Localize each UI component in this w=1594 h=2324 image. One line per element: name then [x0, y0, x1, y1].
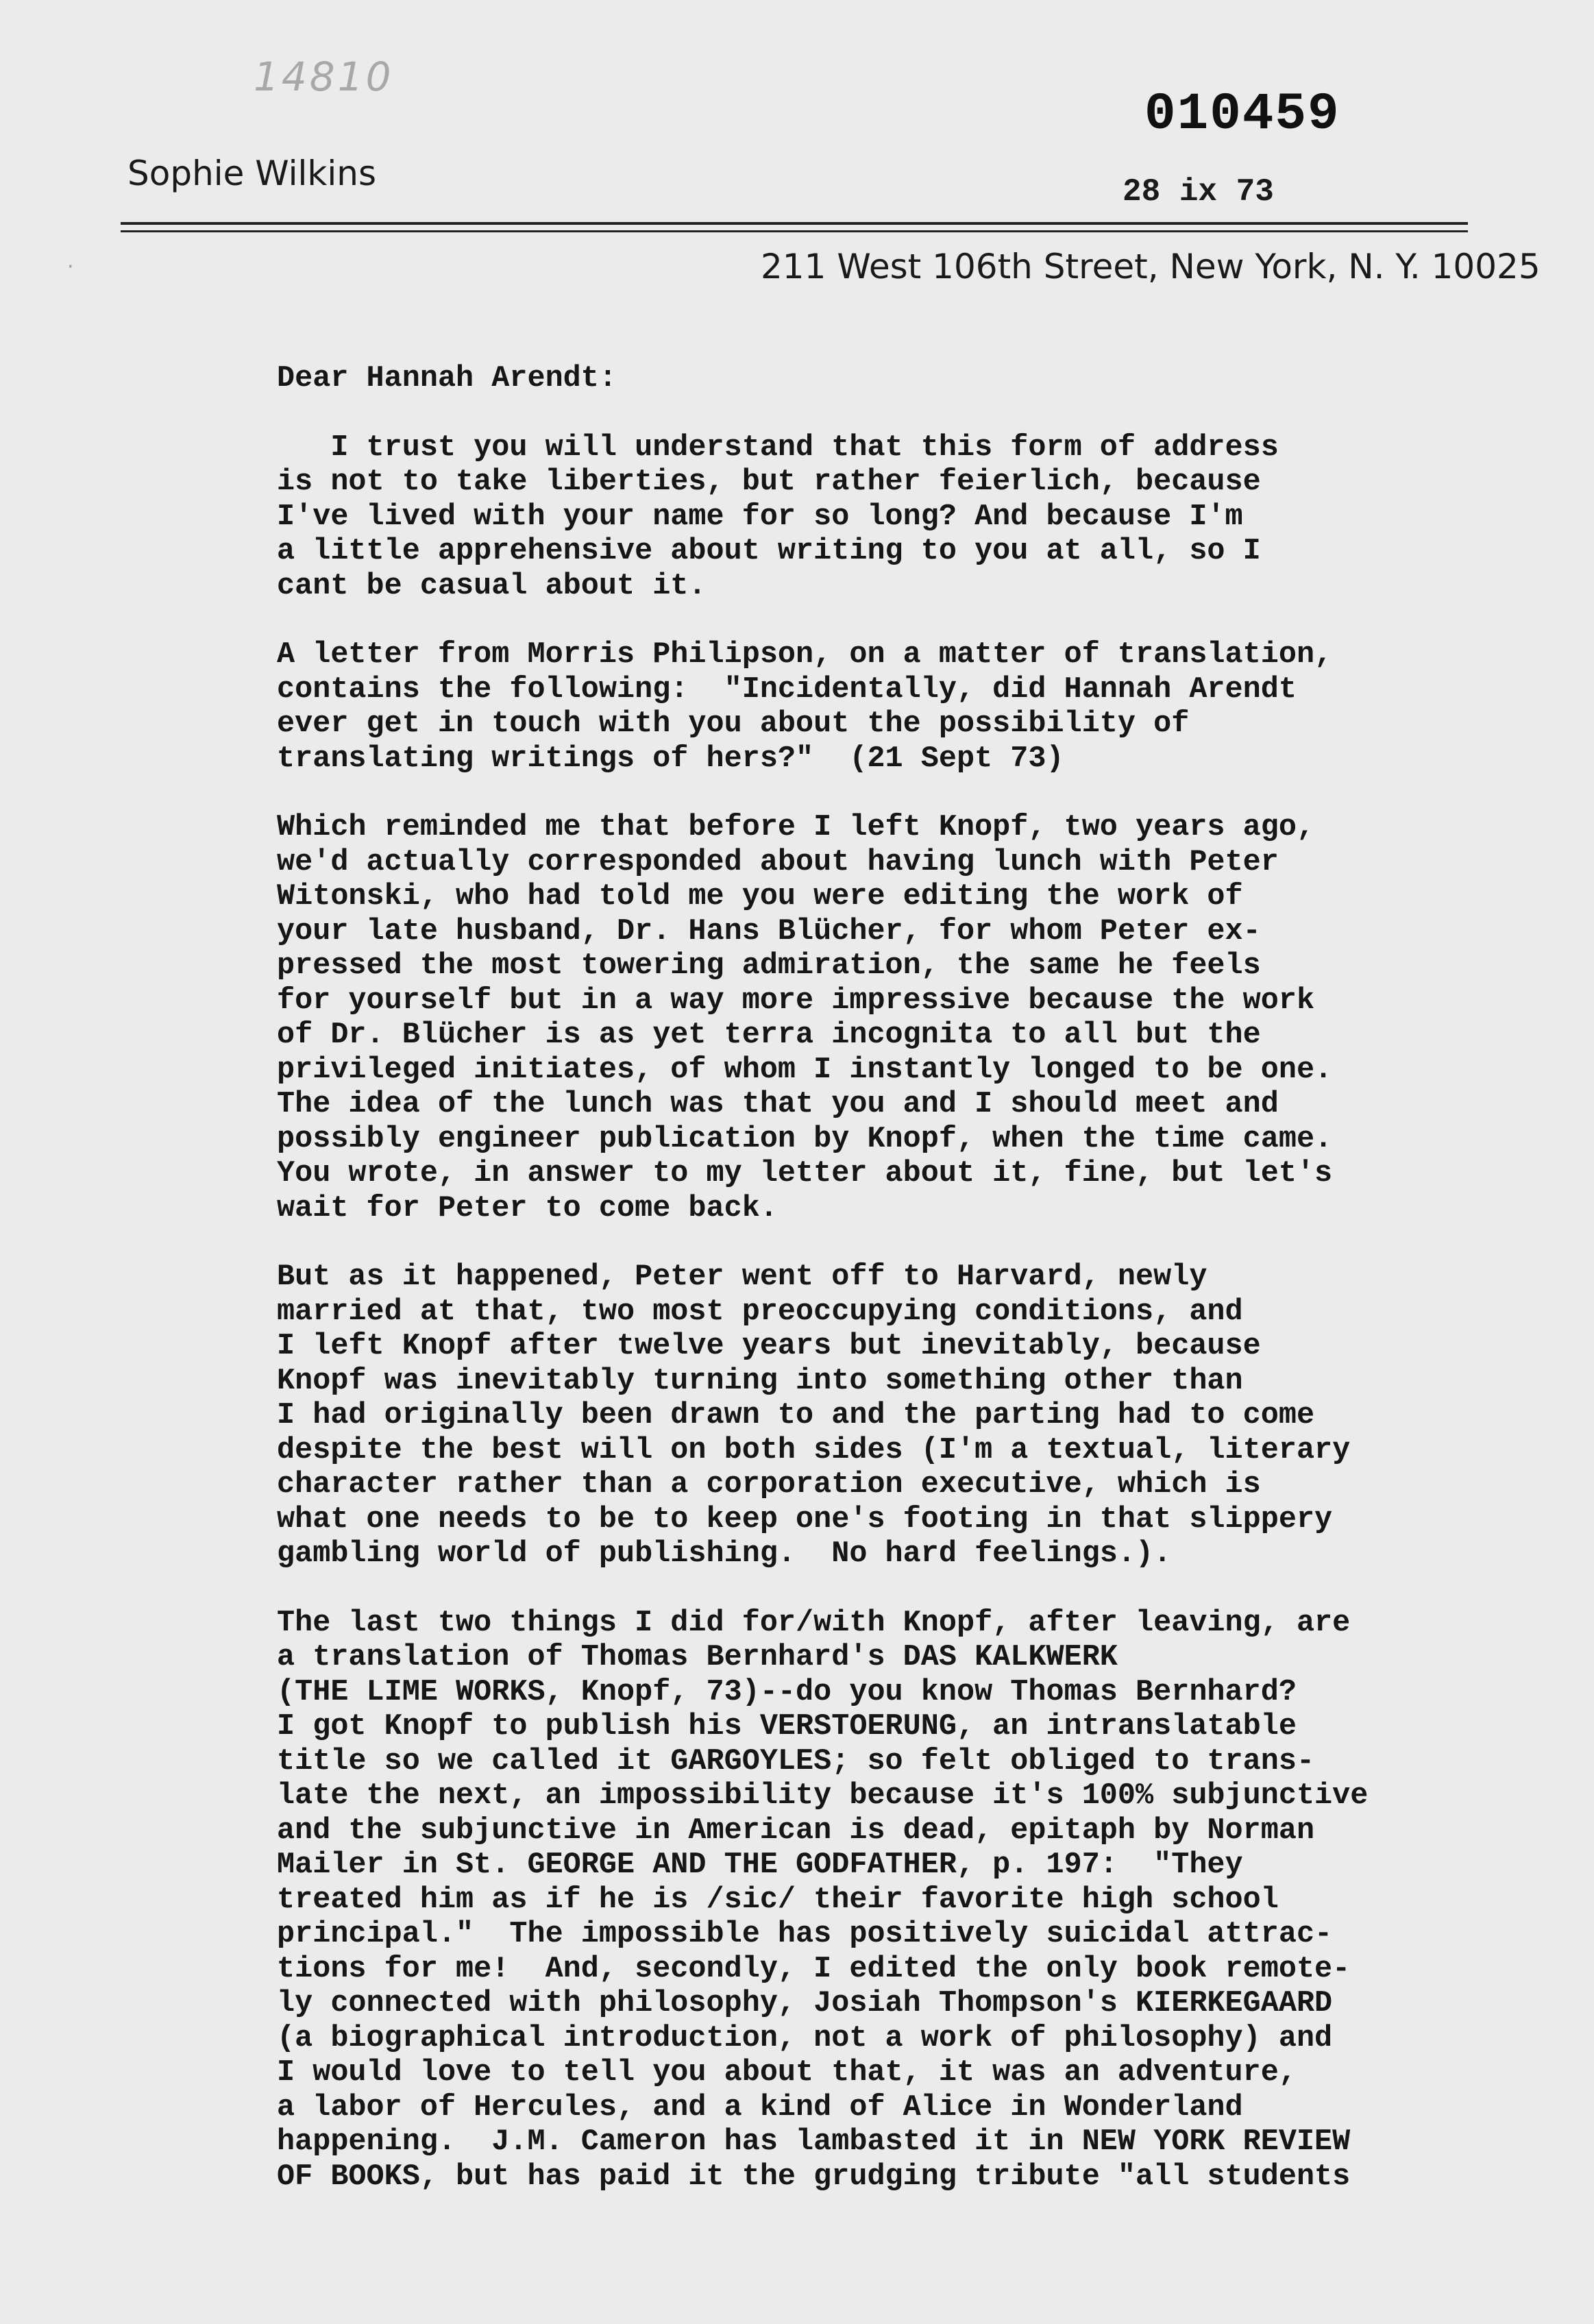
text-line: But as it happened, Peter went off to Harvard, newly	[277, 1260, 1207, 1294]
text-line: (a biographical introduction, not a work of philosophy) and	[277, 2021, 1333, 2055]
text-line: I left Knopf after twelve years but inevitably, because	[277, 1330, 1261, 1363]
text-line: ever get in touch with you about the possibility of	[277, 707, 1190, 741]
text-line: I had originally been drawn to and the parting had to come	[277, 1399, 1315, 1432]
text-line: pressed the most towering admiration, the same he feels	[277, 949, 1261, 983]
text-line: I've lived with your name for so long? And because I'm	[277, 500, 1243, 534]
text-line: Which reminded me that before I left Knopf, two years ago,	[277, 811, 1315, 844]
text-line: wait for Peter to come back.	[277, 1191, 778, 1225]
text-line: Knopf was inevitably turning into something other than	[277, 1364, 1243, 1398]
text-line: a translation of Thomas Bernhard's DAS KALKWERK	[277, 1641, 1118, 1674]
paragraph	[277, 811, 1579, 1226]
text-line: Mailer in St. GEORGE AND THE GODFATHER, p. 197: "They	[277, 1848, 1243, 1882]
letter-date: 28 ix 73	[1123, 174, 1274, 210]
text-line: for yourself but in a way more impressive because the work	[277, 983, 1315, 1018]
letterhead-rule-bottom	[121, 230, 1468, 232]
letter-body	[277, 362, 1579, 2194]
text-line: principal." The impossible has positively suicidal attrac-	[277, 1918, 1333, 1951]
text-line: possibly engineer publication by Knopf, when the time came.	[277, 1122, 1333, 1156]
text-line: of Dr. Blücher is as yet terra incognita to all but the	[277, 1018, 1261, 1052]
text-line: I trust you will understand that this form of address	[277, 430, 1279, 465]
text-line: married at that, two most preoccupying conditions, and	[277, 1295, 1243, 1329]
text-line: gambling world of publishing. No hard feelings.).	[277, 1537, 1172, 1571]
text-line: I got Knopf to publish his VERSTOERUNG, an intranslatable	[277, 1710, 1297, 1744]
text-line: The last two things I did for/with Knopf, after leaving, are	[277, 1606, 1351, 1640]
document-number: 010459	[1144, 85, 1340, 144]
text-line: we'd actually corresponded about having lunch with Peter	[277, 845, 1279, 879]
text-line: OF BOOKS, but has paid it the grudging tribute "all students	[277, 2160, 1351, 2194]
text-line: (THE LIME WORKS, Knopf, 73)--do you know Thomas Bernhard?	[277, 1675, 1297, 1709]
text-line: despite the best will on both sides (I'm a textual, literary	[277, 1433, 1351, 1467]
salutation: Dear Hannah Arendt:	[277, 362, 617, 395]
text-line: Witonski, who had told me you were editing the work of	[277, 880, 1243, 914]
paragraph	[277, 431, 1579, 604]
text-line: A letter from Morris Philipson, on a matter of translation,	[277, 638, 1333, 672]
text-line: title so we called it GARGOYLES; so felt obliged to trans-	[277, 1744, 1315, 1778]
margin-mark: ·	[67, 255, 74, 279]
text-line: and the subjunctive in American is dead, epitaph by Norman	[277, 1813, 1315, 1848]
text-line: You wrote, in answer to my letter about it, fine, but let's	[277, 1157, 1333, 1190]
text-line: what one needs to be to keep one's footing in that slippery	[277, 1502, 1333, 1537]
letterhead-address: 211 West 106th Street, New York, N. Y. 10025	[761, 247, 1541, 286]
text-line: a labor of Hercules, and a kind of Alice in Wonderland	[277, 2090, 1243, 2125]
text-line: your late husband, Dr. Hans Blücher, for whom Peter ex-	[277, 914, 1261, 949]
paragraph	[277, 1606, 1579, 2195]
text-line: a little apprehensive about writing to you at all, so I	[277, 535, 1261, 568]
text-line: privileged initiates, of whom I instantly longed to be one.	[277, 1053, 1333, 1087]
letterhead-rule-top	[121, 222, 1468, 225]
text-line: character rather than a corporation executive, which is	[277, 1468, 1261, 1502]
text-line: contains the following: "Incidentally, did Hannah Arendt	[277, 672, 1297, 707]
letterhead-sender-name: Sophie Wilkins	[127, 154, 377, 193]
text-line: cant be casual about it.	[277, 569, 707, 603]
paragraph	[277, 1260, 1579, 1572]
paragraph	[277, 638, 1579, 776]
text-line: ly connected with philosophy, Josiah Thompson's KIERKEGAARD	[277, 1987, 1333, 2020]
archive-stamp: 14810	[254, 53, 394, 100]
text-line: tions for me! And, secondly, I edited the only book remote-	[277, 1952, 1351, 1986]
text-line: The idea of the lunch was that you and I should meet and	[277, 1088, 1279, 1121]
text-line: I would love to tell you about that, it was an adventure,	[277, 2056, 1297, 2090]
text-line: late the next, an impossibility because it's 100% subjunctive	[277, 1779, 1369, 1813]
text-line: translating writings of hers?" (21 Sept 73)	[277, 742, 1064, 776]
text-line: treated him as if he is /sic/ their favorite high school	[277, 1883, 1279, 1917]
text-line: is not to take liberties, but rather feierlich, because	[277, 465, 1261, 499]
text-line: happening. J.M. Cameron has lambasted it in NEW YORK REVIEW	[277, 2125, 1351, 2159]
